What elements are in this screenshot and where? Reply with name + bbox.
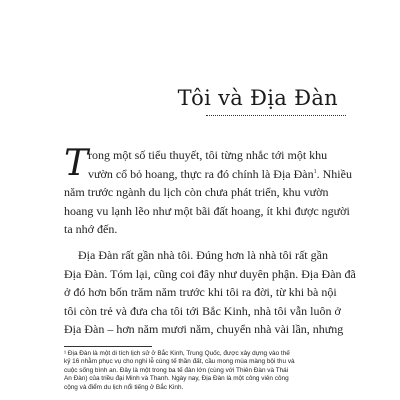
footnote-line: cuộc sống bình an. Đây là một trong ba tế đàn lớn (cùng với Thiên Đàn và Thái [64,366,289,374]
text-line: ta nhớ đến. [64,222,118,237]
footnote [64,350,346,392]
footnote-line: An Đàn) của triều đại Minh và Thanh. Ngày nay, Địa Đàn là một công viên công [64,375,289,383]
chapter-title: Tôi và Địa Đàn [177,86,338,110]
text-segment: . Nhiều [316,166,352,181]
text-line: Địa Đàn rất gần nhà tôi. Đúng hơn là nhà tôi rất gần [78,247,328,262]
footnote-line: cộng và điểm du lịch nổi tiếng ở Bắc Kinh. [64,383,184,391]
paragraph-2 [64,246,356,339]
text-line [64,165,352,184]
text-line: năm trước ngành du lịch còn chưa phát triển, khu vườn [64,185,329,200]
footnote-ref: 1 [313,168,317,175]
body-text [64,143,356,339]
text-line: tôi còn trẻ và đưa cha tôi tới Bắc Kinh, nhà tôi vẫn luôn ở [64,303,341,318]
footnote-rule [64,346,152,347]
title-dotted-rule [206,115,346,116]
text-line: hoang vu lạnh lẽo như một bãi đất hoang, ít khi được người [64,203,350,218]
text-segment: vườn cổ bỏ hoang, thực ra đó chính là Địa Đàn [88,166,314,181]
paragraph-1 [64,143,352,239]
footnote-line: ¹ Địa Đàn là một di tích lịch sử ở Bắc Kinh, Trung Quốc, được xây dựng vào thế [64,350,290,357]
text-line: Địa Đàn. Tóm lại, cũng coi đây như duyên phận. Địa Đàn đã [64,266,356,281]
drop-cap: T [64,143,89,184]
footnote-line: kỷ 16 nhằm phục vụ cho nghi lễ cúng tế thần đất, cầu mong mùa màng bội thu và [64,358,295,366]
text-line: ở đó hơn bốn trăm năm trước khi tôi ra đời, từ khi bà nội [64,285,337,300]
text-line: Địa Đàn – hơn năm mươi năm, chuyển nhà vài lần, nhưng [64,322,344,337]
text-line: rong một số tiểu thuyết, tôi từng nhắc tới một khu [88,148,328,162]
paragraph-gap [64,239,346,246]
